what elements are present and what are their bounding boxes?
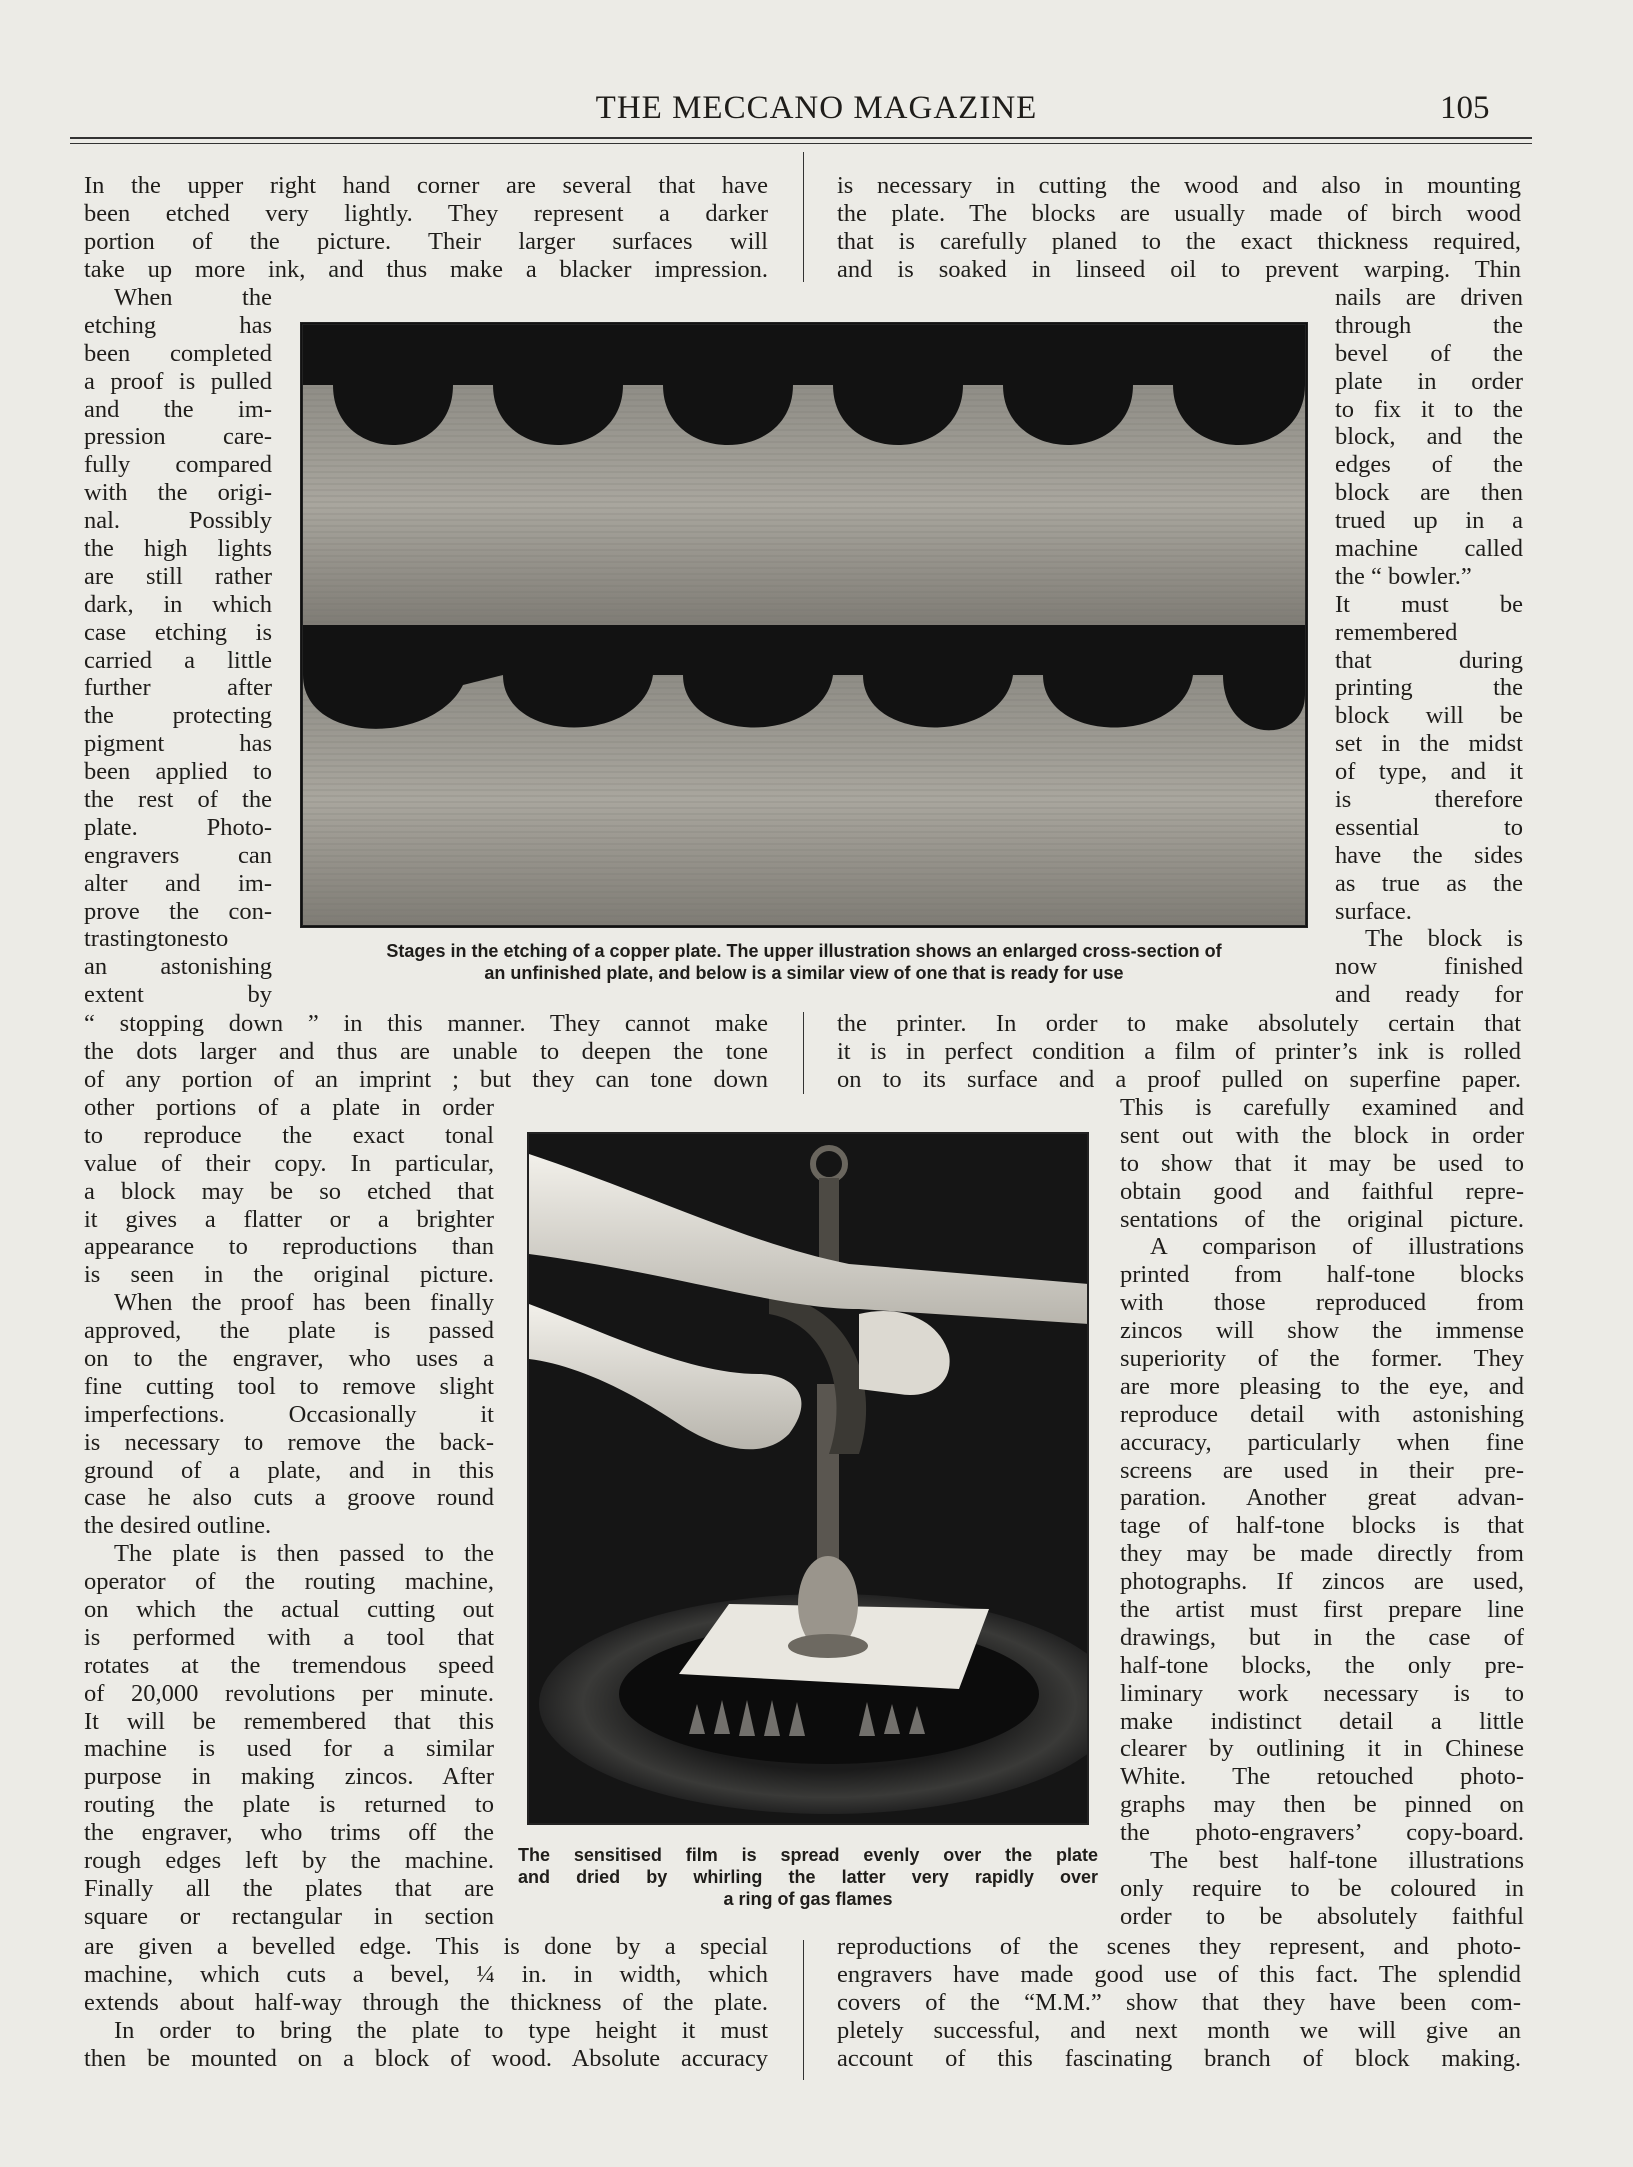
text-line: In the upper right hand corner are several that have <box>84 172 768 199</box>
text-line: The plate is then passed to the <box>114 1540 494 1568</box>
whirler-caption <box>518 1844 1098 1910</box>
etching-cross-section-illustration <box>303 325 1305 925</box>
caption-line: The sensitised film is spread evenly over the plate <box>518 1845 1098 1865</box>
text-line: are given a bevelled edge. This is done by a special <box>84 1933 768 1960</box>
text-line: surface. <box>1335 897 1412 925</box>
text-line: rough edges left by the machine. <box>84 1847 494 1875</box>
text-line: engravers have made good use of this fact. The splendid <box>837 1960 1521 1988</box>
column-divider <box>803 1012 804 1094</box>
text-line: reproduce detail with astonishing <box>1120 1400 1524 1428</box>
text-line: extent by <box>84 981 272 1009</box>
text-line: the rest of the <box>84 786 272 814</box>
text-line: with those reproduced from <box>1120 1289 1524 1317</box>
text-line: pletely successful, and next month we will give an <box>837 2016 1521 2044</box>
text-line: it is in perfect condition a film of printer’s ink is rolled <box>837 1037 1521 1065</box>
left-column-bottom <box>84 1933 768 2072</box>
text-line: “ stopping down ” in this manner. They cannot make <box>84 1010 768 1037</box>
text-line: nal. Possibly <box>84 507 272 535</box>
text-line: remembered <box>1335 618 1458 646</box>
text-line: It will be remembered that this <box>84 1707 494 1735</box>
text-line: is performed with a tool that <box>84 1623 494 1651</box>
text-line: Finally all the plates that are <box>84 1874 494 1902</box>
text-line: on to the engraver, who uses a <box>84 1345 494 1373</box>
text-line: machine, which cuts a bevel, ¼ in. in width, which <box>84 1960 768 1988</box>
text-line: the desired outline. <box>84 1512 272 1540</box>
text-line: engravers can <box>84 841 272 869</box>
text-line: half-tone blocks, the only pre- <box>1120 1651 1524 1679</box>
text-line: of any portion of an imprint ; but they can tone down <box>84 1065 768 1093</box>
text-line: purpose in making zincos. After <box>84 1763 494 1791</box>
text-line: with the origi- <box>84 479 272 507</box>
text-line: of 20,000 revolutions per minute. <box>84 1679 494 1707</box>
text-line: as true as the <box>1335 869 1523 897</box>
text-line: to show that it may be used to <box>1120 1149 1524 1177</box>
text-line: edges of the <box>1335 451 1523 479</box>
text-line: carried a little <box>84 646 272 674</box>
text-line: on to its surface and a proof pulled on superfine paper. <box>837 1065 1521 1093</box>
text-line: block will be <box>1335 702 1523 730</box>
text-line: trued up in a <box>1335 507 1523 535</box>
page-number: 105 <box>1440 90 1490 126</box>
left-column-mid <box>84 1010 768 1094</box>
text-line: the printer. In order to make absolutely certain that <box>837 1010 1521 1037</box>
text-line: sent out with the block in order <box>1120 1121 1524 1149</box>
text-line: tage of half-tone blocks is that <box>1120 1512 1524 1540</box>
header-rule <box>70 137 1532 139</box>
text-line: the “ bowler.” <box>1335 562 1472 590</box>
text-line: printing the <box>1335 674 1523 702</box>
text-line: In order to bring the plate to type height it must <box>114 2016 768 2044</box>
text-line: through the <box>1335 311 1523 339</box>
right-narrow-column <box>1335 284 1523 1009</box>
magazine-title: THE MECCANO MAGAZINE <box>595 90 1038 126</box>
text-line: It must be <box>1335 590 1523 618</box>
text-line: a block may be so etched that <box>84 1177 494 1205</box>
text-line: White. The retouched photo- <box>1120 1763 1524 1791</box>
right-column-top <box>837 172 1521 284</box>
etching-caption <box>290 940 1318 984</box>
text-line: etching has <box>84 311 272 339</box>
text-line: block are then <box>1335 479 1523 507</box>
text-line: alter and im- <box>84 869 272 897</box>
text-line: rotates at the tremendous speed <box>84 1651 494 1679</box>
text-line: prove the con- <box>84 897 272 925</box>
whirler-illustration <box>529 1134 1087 1823</box>
caption-line: Stages in the etching of a copper plate. The upper illustration shows an enlarged cross-section of <box>386 941 1222 961</box>
text-line: routing the plate is returned to <box>84 1791 494 1819</box>
text-line: the plate. The blocks are usually made of birch wood <box>837 199 1521 227</box>
caption-line: a ring of gas flames <box>723 1889 893 1909</box>
text-line: This is carefully examined and <box>1120 1094 1524 1121</box>
column-divider <box>803 152 804 282</box>
right-column-bottom <box>837 1933 1521 2072</box>
text-line: operator of the routing machine, <box>84 1568 494 1596</box>
text-line: covers of the “M.M.” show that they have been com- <box>837 1988 1521 2016</box>
text-line: account of this fascinating branch of block making. <box>837 2044 1521 2072</box>
text-line: When the <box>114 284 272 311</box>
text-line: appearance to reproductions than <box>84 1233 494 1261</box>
text-line: nails are driven <box>1335 284 1523 311</box>
text-line: printed from half-tone blocks <box>1120 1261 1524 1289</box>
text-line: that during <box>1335 646 1523 674</box>
text-line: the artist must first prepare line <box>1120 1596 1524 1624</box>
text-line: the dots larger and thus are unable to deepen the tone <box>84 1037 768 1065</box>
text-line: then be mounted on a block of wood. Absolute accuracy <box>84 2044 768 2072</box>
text-line: to reproduce the exact tonal <box>84 1121 494 1149</box>
text-line: extends about half-way through the thickness of the plate. <box>84 1988 768 2016</box>
text-line: reproductions of the scenes they represent, and photo- <box>837 1933 1521 1960</box>
left-narrow-column <box>84 284 272 1009</box>
text-line: fine cutting tool to remove slight <box>84 1372 494 1400</box>
right-column-mid <box>837 1010 1521 1094</box>
text-line: A comparison of illustrations <box>1150 1233 1524 1261</box>
text-line: case etching is <box>84 618 272 646</box>
text-line: imperfections. Occasionally it <box>84 1400 494 1428</box>
text-line: is necessary in cutting the wood and also in mounting <box>837 172 1521 199</box>
text-line: The best half-tone illustrations <box>1150 1847 1524 1875</box>
text-line: other portions of a plate in order <box>84 1094 494 1121</box>
text-line: graphs may then be pinned on <box>1120 1791 1524 1819</box>
text-line: approved, the plate is passed <box>84 1317 494 1345</box>
text-line: take up more ink, and thus make a blacker impression. <box>84 255 768 283</box>
whirler-photo <box>527 1132 1089 1825</box>
text-line: on which the actual cutting out <box>84 1596 494 1624</box>
text-line: they may be made directly from <box>1120 1540 1524 1568</box>
text-line: are still rather <box>84 562 272 590</box>
left-column-2 <box>84 1094 494 1931</box>
text-line: pigment has <box>84 730 272 758</box>
text-line: and is soaked in linseed oil to prevent warping. Thin <box>837 255 1521 283</box>
text-line: the high lights <box>84 535 272 563</box>
text-line: been completed <box>84 339 272 367</box>
text-line: pression care- <box>84 423 272 451</box>
text-line: is necessary to remove the back- <box>84 1428 494 1456</box>
text-line: bevel of the <box>1335 339 1523 367</box>
text-line: value of their copy. In particular, <box>84 1149 494 1177</box>
etching-plate-photo <box>300 322 1308 928</box>
text-line: the engraver, who trims off the <box>84 1819 494 1847</box>
text-line: been applied to <box>84 758 272 786</box>
text-line: machine called <box>1335 535 1523 563</box>
text-line: make indistinct detail a little <box>1120 1707 1524 1735</box>
text-line: the photo-engravers’ copy-board. <box>1120 1819 1524 1847</box>
right-column-2 <box>1120 1094 1524 1931</box>
text-line: and the im- <box>84 395 272 423</box>
caption-line: and dried by whirling the latter very rapidly over <box>518 1867 1098 1887</box>
text-line: it gives a flatter or a brighter <box>84 1205 494 1233</box>
text-line: essential to <box>1335 813 1523 841</box>
text-line: portion of the picture. Their larger surfaces will <box>84 227 768 255</box>
text-line: have the sides <box>1335 841 1523 869</box>
text-line: dark, in which <box>84 590 272 618</box>
text-line: When the proof has been finally <box>114 1289 494 1317</box>
text-line: is seen in the original picture. <box>84 1261 494 1289</box>
text-line: and ready for <box>1335 981 1523 1009</box>
text-line: now finished <box>1335 953 1523 981</box>
text-line: ground of a plate, and in this <box>84 1456 494 1484</box>
text-line: plate in order <box>1335 367 1523 395</box>
text-line: obtain good and faithful repre- <box>1120 1177 1524 1205</box>
text-line: is therefore <box>1335 786 1523 814</box>
text-line: a proof is pulled <box>84 367 272 395</box>
text-line: fully compared <box>84 451 272 479</box>
text-line: accuracy, particularly when fine <box>1120 1428 1524 1456</box>
text-line: case he also cuts a groove round <box>84 1484 494 1512</box>
text-line: to fix it to the <box>1335 395 1523 423</box>
text-line: that is carefully planed to the exact thickness required, <box>837 227 1521 255</box>
column-divider <box>803 1940 804 2080</box>
text-line: paration. Another great advan- <box>1120 1484 1524 1512</box>
header-rule-thin <box>70 143 1532 144</box>
text-line: trastingtonesto <box>84 925 229 953</box>
left-column-top <box>84 172 768 284</box>
text-line: square or rectangular in section <box>84 1902 494 1930</box>
text-line: further after <box>84 674 272 702</box>
text-line: The block is <box>1365 925 1523 953</box>
text-line: been etched very lightly. They represent a darker <box>84 199 768 227</box>
text-line: photographs. If zincos are used, <box>1120 1568 1524 1596</box>
text-line: screens are used in their pre- <box>1120 1456 1524 1484</box>
text-line: superiority of the former. They <box>1120 1345 1524 1373</box>
text-line: sentations of the original picture. <box>1120 1205 1524 1233</box>
text-line: block, and the <box>1335 423 1523 451</box>
text-line: plate. Photo- <box>84 813 272 841</box>
text-line: drawings, but in the case of <box>1120 1623 1524 1651</box>
text-line: liminary work necessary is to <box>1120 1679 1524 1707</box>
text-line: order to be absolutely faithful <box>1120 1902 1524 1930</box>
text-line: set in the midst <box>1335 730 1523 758</box>
text-line: machine is used for a similar <box>84 1735 494 1763</box>
text-line: an astonishing <box>84 953 272 981</box>
text-line: the protecting <box>84 702 272 730</box>
text-line: are more pleasing to the eye, and <box>1120 1372 1524 1400</box>
text-line: only require to be coloured in <box>1120 1874 1524 1902</box>
text-line: clearer by outlining it in Chinese <box>1120 1735 1524 1763</box>
text-line: of type, and it <box>1335 758 1523 786</box>
text-line: zincos will show the immense <box>1120 1317 1524 1345</box>
caption-line: an unfinished plate, and below is a similar view of one that is ready for use <box>484 963 1124 983</box>
